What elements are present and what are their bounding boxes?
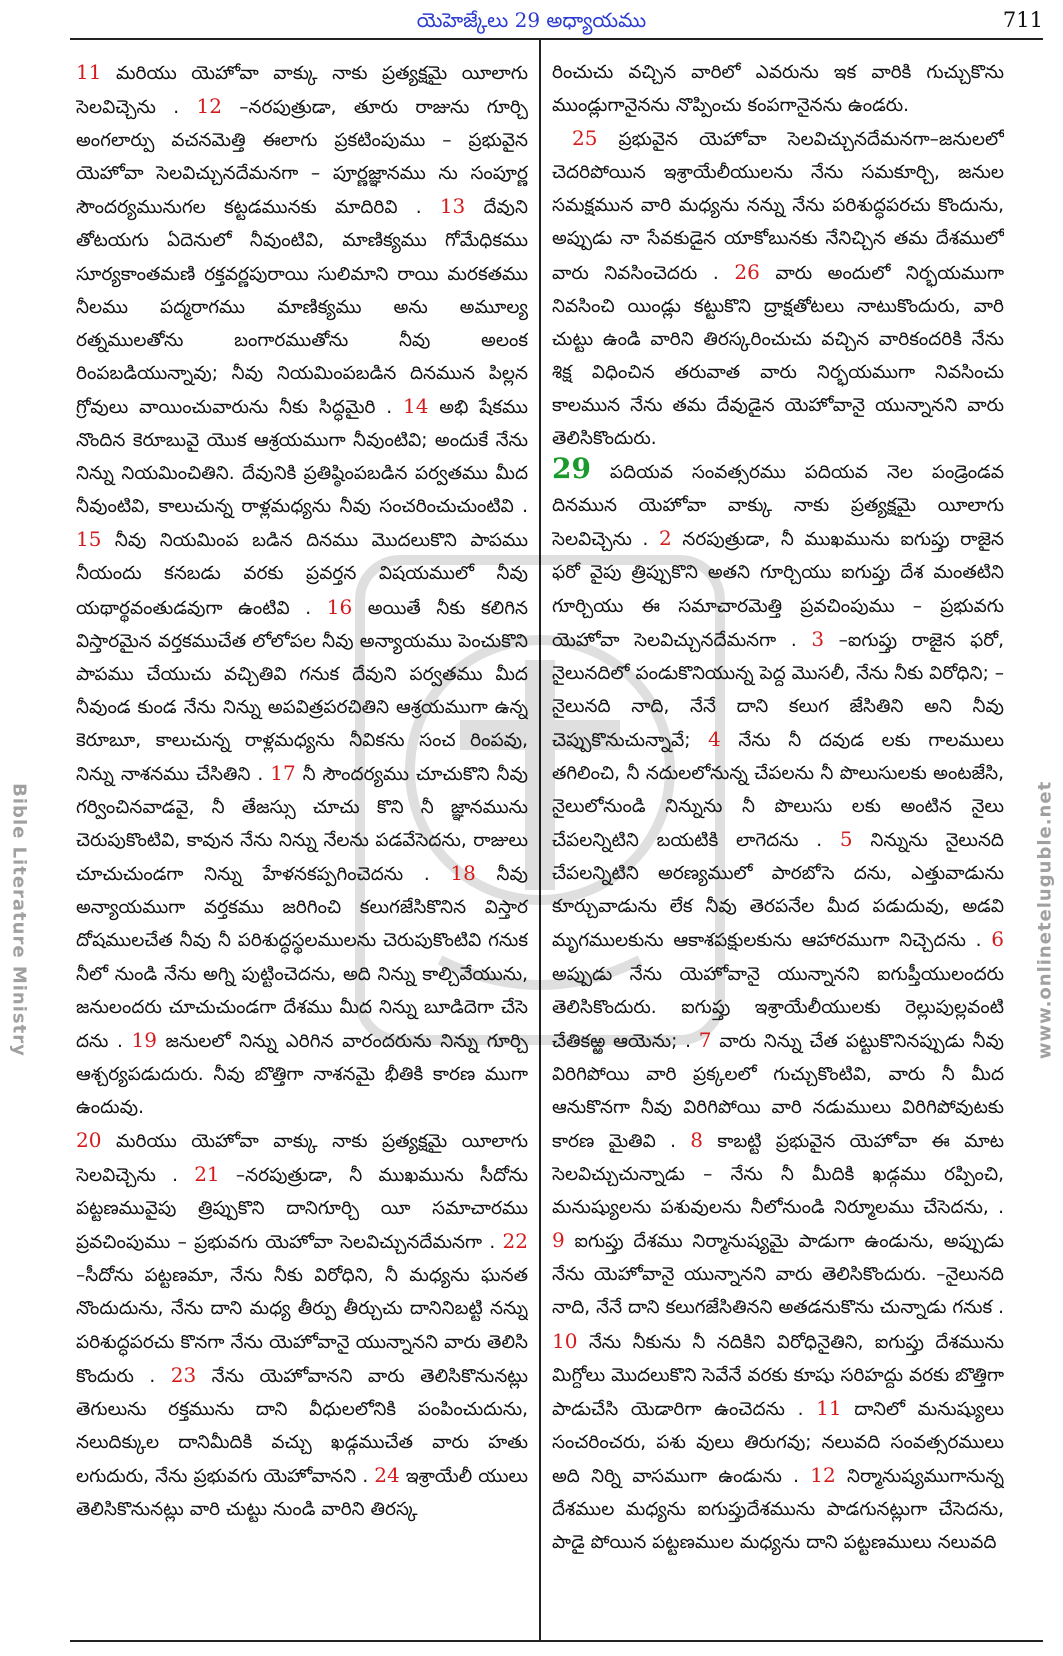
page-header [0, 0, 1063, 36]
verse-text: –సీదోను పట్టణమా, నేను నీకు విరోధిని, నీ మధ్యను ఘనత నొందుదును, నేను దాని మధ్య తీర్పు తీర్చుచు దానినిబట్టి నన్ను పరిశుద్ధపరచు కొనగా నేను యెహోవానై యున్నానని వారు తెలిసి కొందురు . [76, 1265, 528, 1387]
verse-text: అభి షేకము నొందిన కెరూబువై యొక ఆశ్రయముగా నీవుంటివి; అందుకే నేను నిన్ను నియమించితిని. దేవునికి ప్రతిష్ఠింపబడిన పర్వతము మీద నీవుంటివి, కాలుచున్న రాళ్లమధ్యను నీవు సంచరించుచుంటివి . [76, 396, 528, 518]
verse-text: అప్పుడు నేను యెహోవానై యున్నానని ఐగుప్తీయులందరు తెలిసికొందురు. ఐగుప్తు ఇశ్రాయేలీయులకు రెల్లుపుల్లవంటి చేతికఱ్ఱ ఆయెను; . [552, 963, 1004, 1052]
verse-text: మరియు యెహోవా వాక్కు నాకు ప్రత్యక్షమై యీలాగు సెలవిచ్చెను . [76, 63, 528, 119]
verse-text: కాబట్టి ప్రభువైన యెహోవా ఈ మాట సెలవిచ్చుచున్నాడు – నేను నీ మీదికి ఖడ్గము రప్పించి, మనుష్యులను పశువులను నీలోనుండి నిర్మూలము చేసెదను, . [552, 1131, 1004, 1219]
verse-text: నీవు అన్యాయముగా వర్తకము జరిగించి కలుగజేసికొనిన విస్తార దోషములచేత నీవు నీ పరిశుద్ధస్థలములను చెరుపుకొంటివి గనుక నీలో నుండి నేను అగ్ని పుట్టించెదను, అది నిన్ను కాల్చివేయును, జనులందరు చూచుచుండగా దేశము మీద నిన్ను బూడిదెగా చేసె దను . [76, 864, 528, 1052]
verse-text: అయితే నీకు కలిగిన విస్తారమైన వర్తకముచేత లోలోపల నీవు అన్యాయము పెంచుకొని పాపము చేయుచు వచ్చితివి గనుక దేవుని పర్వతము మీద నీవుండ కుండ నేను నిన్ను అపవిత్రపరచితిని ఆశ్రయముగా ఉన్న కెరూబూ, కాలుచున్న రాళ్లమధ్యను నీవికను సంచ రింపవు, నిన్ను నాశనము చేసితిని . [76, 597, 528, 785]
verse-number: 5 [839, 827, 853, 852]
bottom-rule [70, 1640, 1043, 1642]
verse-number: 6 [991, 927, 1004, 952]
verse-number: 21 [194, 1162, 220, 1187]
verse-text: ఇశ్రాయేలీ యులు తెలిసికొనునట్లు వారి చుట్టు నుండి వారిని తిరస్క [76, 1465, 528, 1521]
column-divider [539, 38, 541, 1642]
verse-number: 13 [439, 194, 466, 219]
verse-number: 15 [76, 527, 102, 552]
verse-text: వారు నిన్ను చేత పట్టుకొనినప్పుడు నీవు విరిగిపోయి వారి ప్రక్కలలో గుచ్చుకొంటివి, వారు నీ మీద ఆనుకొనగా నీవు విరిగిపోయి వారి నడుములు విరిగిపోవుటకు కారణ మైతివి . [552, 1030, 1004, 1152]
chapter-number: 29 [552, 452, 591, 486]
paragraph [552, 452, 1004, 1559]
verse-text: నిన్నును నైలునది చేపలన్నిటిని అరణ్యములో పారబోసె దను, ఎత్తువాడును కూర్చువాడును లేక నీవు తెరపనేల మీద పడుదువు, అడవి మృగములకును ఆకాశపక్షులకును ఆహారముగా నిచ్చెదను . [552, 830, 1004, 952]
verse-number: 10 [552, 1328, 578, 1353]
verse-text: నేను నీకును నీ నదికిని విరోధినైతిని, ఐగుప్తు దేశమును మిగ్దోలు మొదలుకొని సెవేనే వరకు కూషు సరిహద్దు వరకు బొత్తిగా పాడుచేసి యెడారిగా ఉంచెదను . [552, 1331, 1004, 1420]
verse-number: 8 [690, 1128, 704, 1152]
paragraph [76, 56, 528, 1124]
verse-text: –ఐగుప్తు రాజైన ఫరో, నైలునదిలో పండుకొనియున్న పెద్ద మొసలీ, నేను నీకు విరోధిని; –నైలునది నాది, నేనే దాని కలుగ జేసితిని అని నీవు చెప్పుకొనుచున్నావే; [552, 629, 1004, 751]
paragraph [552, 122, 1004, 455]
verse-number: 26 [734, 259, 760, 284]
verse-number: 24 [374, 1462, 400, 1487]
verse-number: 3 [811, 626, 825, 651]
side-text-right-label: www.onlineteluguble.net [1034, 780, 1056, 1060]
verse-text: –నరపుత్రుడా, తూరు రాజును గూర్చి అంగలార్పు వచనమెత్తి ఈలాగు ప్రకటింపుము – ప్రభువైన యెహోవా సెలవిచ్చునదేమనగా – పూర్ణజ్ఞానము ను సంపూర్ణ సౌందర్యమునుగల కట్టడమునకు మాదిరివి . [76, 97, 528, 219]
verse-number: 7 [698, 1027, 712, 1052]
verse-text: నరపుత్రుడా, నీ ముఖమును ఐగుప్తు రాజైన ఫరో వైపు త్రిప్పుకొని అతని గూర్చియు ఐగుప్తు దేశ మంతటిని గూర్చియు ఈ సమాచారమెత్తి ప్రవచింపుము – ప్రభువగు యెహోవా సెలవిచ్చునదేమనగా . [552, 529, 1004, 651]
verse-number: 12 [810, 1462, 836, 1487]
verse-number: 12 [196, 94, 222, 119]
side-text-left-label: Bible Literature Ministry [8, 783, 30, 1057]
verse-text: నిర్మానుష్యముగానున్న దేశముల మధ్యను ఐగుప్తుదేశమును పాడగునట్లుగా చేసెదను, పాడై పోయిన పట్టణముల మధ్యను దాని పట్టణములు నలువది [552, 1465, 1004, 1554]
verse-text: జనులలో నిన్ను ఎరిగిన వారందరును నిన్ను గూర్చి ఆశ్చర్యపడుదురు. నీవు బొత్తిగా నాశనమై భీతికి కారణ ముగా ఉందువు. [76, 1030, 528, 1118]
verse-text: మరియు యెహోవా వాక్కు నాకు ప్రత్యక్షమై యీలాగు సెలవిచ్చెను . [76, 1131, 528, 1187]
verse-text: రించుచు వచ్చిన వారిలో ఎవరును ఇక వారికి గుచ్చుకొను ముండ్లుగానైనను నొప్పించు కంపగానైనను ఉండరు. [552, 62, 1004, 117]
verse-text: వారు అందులో నిర్భయముగా నివసించి యిండ్లు కట్టుకొని ద్రాక్షతోటలు నాటుకొందురు, వారి చుట్టు ఉండి వారిని తిరస్కరించుచు వచ్చిన వారికందరికి నేను శిక్ష విధించిన తరువాత వారు నిర్భయముగా నివసించు కాలమున నేను తమ దేవుడైన యెహోవానై యున్నానని వారు తెలిసికొందురు. [552, 262, 1004, 450]
verse-number: 22 [502, 1229, 528, 1254]
verse-number: 25 [572, 126, 598, 151]
verse-number: 18 [450, 861, 476, 886]
verse-number: 9 [552, 1228, 565, 1253]
verse-text: ఐగుప్తు దేశము నిర్మానుష్యమై పాడుగా ఉండును, అప్పుడు నేను యెహోవానై యున్నానని వారు తెలిసికొందురు. –నైలునది నాది, నేనే దాని కలుగజేసితినని అతడనుకొను చున్నాడు గనుక . [552, 1231, 1004, 1319]
verse-number: 11 [816, 1395, 842, 1420]
verse-text: నేను యెహోవానని వారు తెలిసికొనునట్లు తెగులును రక్తమును దాని వీధులలోనికి పంపించుదును, నలుదిక్కుల దానిమీదికి వచ్చు ఖడ్గముచేత వారు హతు లగుదురు, నేను ప్రభువగు యెహోవానని . [76, 1365, 528, 1487]
verse-text: పదియవ సంవత్సరము పదియవ నెల పండ్రెండవ దినమున యెహోవా వాక్కు నాకు ప్రత్యక్షమై యీలాగు సెలవిచ్చెను . [552, 462, 1004, 551]
verse-text: నీవు నియమింప బడిన దినము మొదలుకొని పాపము నీయందు కనబడు వరకు ప్రవర్తన విషయములో నీవు యథార్థవంతుడవుగా ఉంటివి . [76, 530, 528, 619]
verse-number: 2 [659, 526, 672, 551]
paragraph [76, 1124, 528, 1526]
verse-text: నీ సౌందర్యము చూచుకొని నీవు గర్వించినవాడవై, నీ తేజస్సు చూచు కొని నీ జ్ఞానమును చెరుపుకొంటివి, కావున నేను నిన్ను నేలను పడవేసెదను, రాజులు చూచుచుండగా నిన్ను హేళనకప్పగించెదను . [76, 763, 528, 886]
side-text-left [4, 620, 34, 1220]
verse-text: నేను నీ దవుడ లకు గాలములు తగిలించి, నీ నదులలోనున్న చేపలను నీ పొలుసులకు అంటజేసి, నైలులోనుండి నిన్నును నీ పొలుసు లకు అంటిన నైలు చేపలన్నిటిని బయటికి లాగెదను . [552, 729, 1004, 852]
verse-text: –నరపుత్రుడా, నీ ముఖమును సీదోను పట్టణమువైపు త్రిప్పుకొని దానిగూర్చి యీ సమాచారము ప్రవచింపుము – ప్రభువగు యెహోవా సెలవిచ్చునదేమనగా . [76, 1165, 528, 1254]
right-column [552, 56, 1004, 1634]
verse-text: దేవుని తోటయగు ఏదెనులో నీవుంటివి, మాణిక్యము గోమేధికము సూర్యకాంతమణి రక్తవర్ణపురాయి సులిమాని రాయి మరకతము నీలము పద్మరాగము మాణిక్యము అను అమూల్య రత్నములతోను బంగారముతోను నీవు అలంక రింపబడియున్నావు; నీవు నియమింపబడిన దినమున పిల్లన గ్రోవులు వాయించువారును నీకు సిద్ధమైరి . [76, 197, 528, 418]
verse-number: 16 [326, 594, 353, 619]
verse-number: 17 [270, 760, 296, 785]
paragraph [552, 56, 1004, 122]
verse-number: 19 [131, 1027, 157, 1052]
verse-text: ప్రభువైన యెహోవా సెలవిచ్చునదేమనగా–జనులలో చెదరిపోయిన ఇశ్రాయేలీయులను నేను సమకూర్చి, జనుల సమక్షమున వారి మధ్యను నన్ను నేను పరిశుద్ధపరచు కొందును, అప్పుడు నా సేవకుడైన యాకోబునకు నేనిచ్చిన తమ దేశములో వారు నివసించెదరు . [552, 129, 1004, 284]
verse-number: 11 [76, 60, 102, 84]
verse-number: 20 [76, 1128, 102, 1152]
verse-number: 14 [403, 393, 429, 418]
page-number: 711 [1002, 8, 1043, 32]
side-text-right [1030, 620, 1060, 1220]
header-title: యెహెజ్కేలు 29 అధ్యాయము [416, 8, 647, 32]
left-column [76, 56, 528, 1634]
verse-number: 23 [170, 1362, 197, 1387]
verse-text: దానిలో మనుష్యులు సంచరించరు, పశు వులు తిరుగవు; నలువది సంవత్సరములు అది నిర్ని వాసముగా ఉండును . [552, 1398, 1004, 1487]
top-rule [70, 38, 1043, 40]
verse-number: 4 [708, 726, 721, 751]
